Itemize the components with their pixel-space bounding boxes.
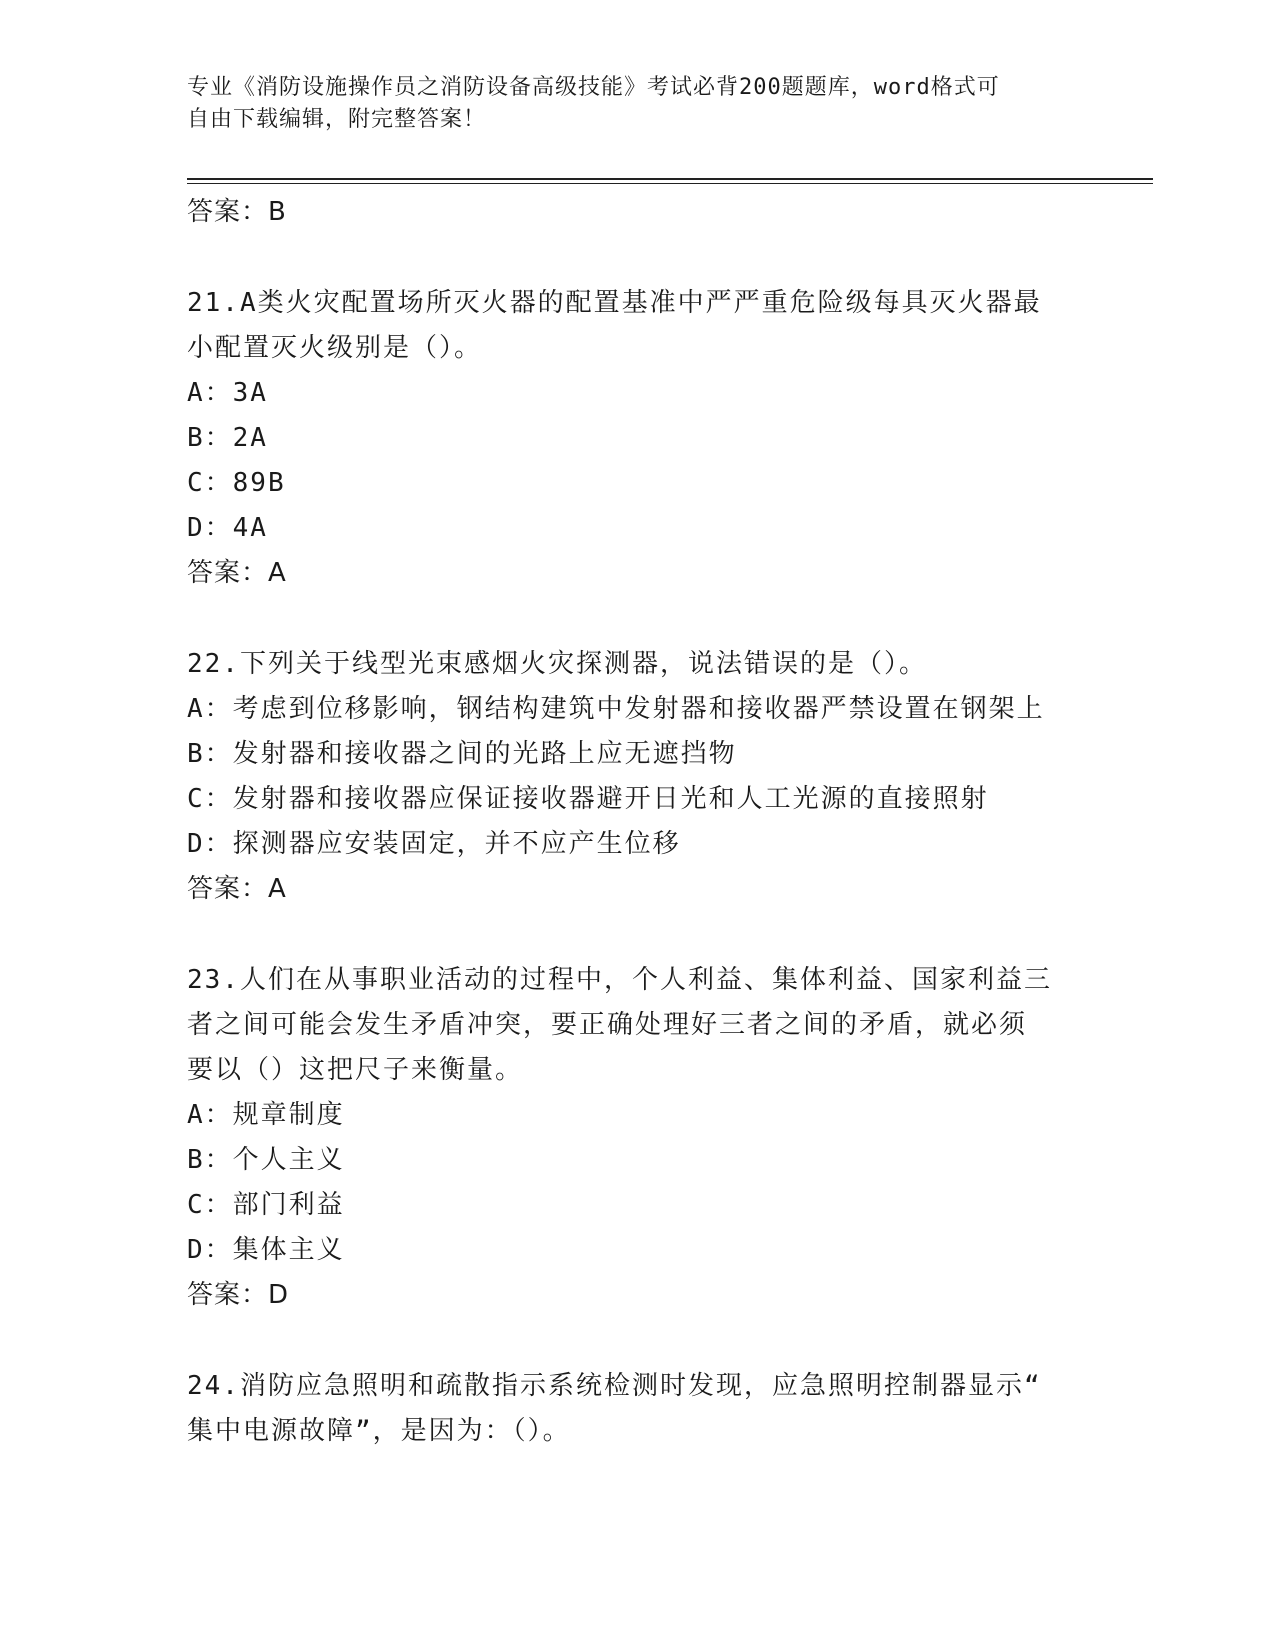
question-24 (187, 1364, 1087, 1454)
answer: 答案：D (187, 1280, 290, 1310)
question-stem: 23.人们在从事职业活动的过程中，个人利益、集体利益、国家利益三 (187, 965, 1052, 995)
option-d: D：集体主义 (187, 1235, 345, 1265)
previous-answer: 答案：B (187, 197, 287, 227)
option-a: A：规章制度 (187, 1100, 345, 1130)
question-stem: 24.消防应急照明和疏散指示系统检测时发现，应急照明控制器显示“ (187, 1371, 1042, 1401)
question-stem: 要以（）这把尺子来衡量。 (187, 1055, 524, 1085)
question-stem: 21.A类火灾配置场所灭火器的配置基准中严严重危险级每具灭火器最 (187, 288, 1042, 318)
option-c: C：发射器和接收器应保证接收器避开日光和人工光源的直接照射 (187, 784, 989, 814)
option-c: C：89B (187, 468, 286, 498)
header-divider-thin (187, 183, 1153, 184)
question-21 (187, 281, 1087, 596)
option-b: B：个人主义 (187, 1145, 345, 1175)
header-line-1: 专业《消防设施操作员之消防设备高级技能》考试必背200题题库，word格式可 (187, 75, 1000, 100)
spacer (187, 912, 1087, 958)
question-list (187, 190, 1087, 1454)
question-23 (187, 958, 1087, 1318)
option-b: B：发射器和接收器之间的光路上应无遮挡物 (187, 739, 737, 769)
option-c: C：部门利益 (187, 1190, 345, 1220)
option-d: D：4A (187, 513, 268, 543)
spacer (187, 596, 1087, 642)
spacer (187, 1318, 1087, 1364)
question-stem: 者之间可能会发生矛盾冲突，要正确处理好三者之间的矛盾，就必须 (187, 1010, 1028, 1040)
option-a: A：3A (187, 378, 268, 408)
question-stem: 22.下列关于线型光束感烟火灾探测器，说法错误的是（）。 (187, 649, 927, 679)
option-b: B：2A (187, 423, 268, 453)
answer: 答案：A (187, 874, 287, 904)
option-d: D：探测器应安装固定，并不应产生位移 (187, 829, 681, 859)
spacer (187, 235, 1087, 281)
header-divider-thick (187, 178, 1153, 180)
question-stem: 集中电源故障”，是因为：（）。 (187, 1416, 571, 1446)
header-line-2: 自由下载编辑，附完整答案！ (187, 107, 487, 132)
question-stem: 小配置灭火级别是（）。 (187, 333, 483, 363)
document-header (187, 72, 1067, 136)
option-a: A：考虑到位移影响，钢结构建筑中发射器和接收器严禁设置在钢架上 (187, 694, 1045, 724)
question-22 (187, 642, 1087, 912)
answer: 答案：A (187, 558, 287, 588)
